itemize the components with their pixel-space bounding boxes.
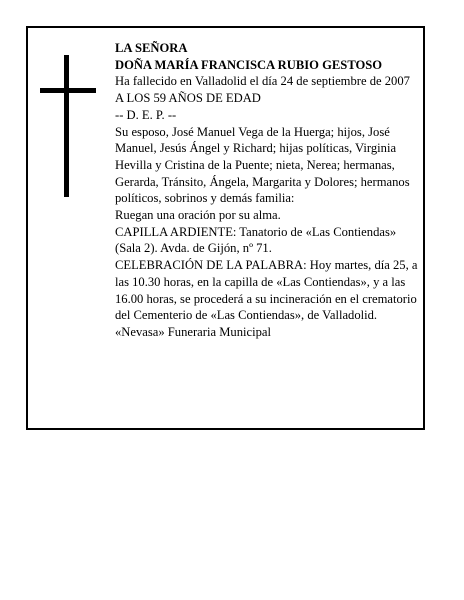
prayer-line: Ruegan una oración por su alma. [115, 208, 281, 223]
funeral-home: «Nevasa» Funeraria Municipal [115, 324, 271, 339]
cross-horizontal-bar [40, 88, 96, 93]
family-paragraph: Su esposo, José Manuel Vega de la Huerga; hijos, José Manuel, Jesús Ángel y Richard; hijas políticas, Virginia Hevilla y Cristina de la Puente; nieta, Nerea; hermanas, Gerarda, Tránsito, Ángela, Margarita y Dolores; hermanos políticos, sobrinos y demás familia: [115, 124, 410, 206]
ceremony-info: CELEBRACIÓN DE LA PALABRA: Hoy martes, día 25, a las 10.30 horas, en la capilla de «Las Contiendas», y a las 16.00 horas, se procederá a su incineración en el crematorio del Cementerio de «Las Contiendas», de Valladolid. [115, 258, 418, 323]
obituary-notice [26, 26, 425, 430]
deceased-name: DOÑA MARÍA FRANCISCA RUBIO GESTOSO [115, 57, 383, 72]
age-statement: A LOS 59 AÑOS DE EDAD [115, 91, 261, 106]
chapel-info: CAPILLA ARDIENTE: Tanatorio de «Las Contiendas» (Sala 2). Avda. de Gijón, nº 71. [115, 224, 397, 256]
notice-text [115, 40, 421, 341]
cross-icon [40, 55, 96, 197]
cross-vertical-bar [64, 55, 69, 197]
rip-line: -- D. E. P. -- [115, 107, 177, 122]
death-statement: Ha fallecido en Valladolid el día 24 de septiembre de 2007 [115, 74, 410, 89]
notice-heading: LA SEÑORA [115, 41, 188, 55]
